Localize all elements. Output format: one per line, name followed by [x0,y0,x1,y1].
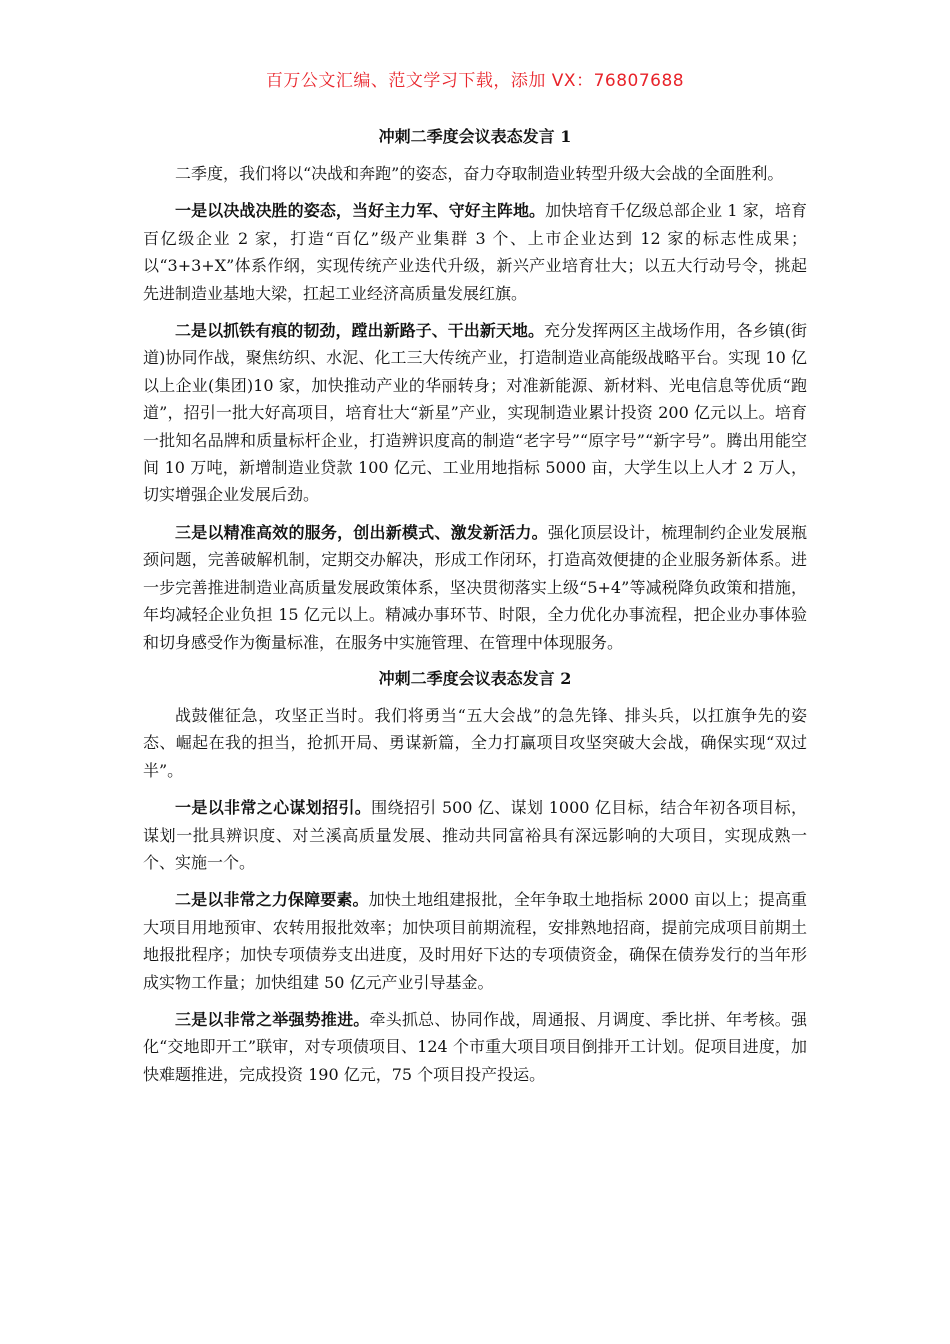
point-body: 牵头抓总、协同作战，周通报、月调度、季比拼、年考核。强化“交地即开工”联审，对专项债项目、124 个市重大项目项目倒排开工计划。促项目进度，加快难题推进，完成投资 190 亿元，75 个项目投产投运。 [143,1009,807,1084]
speech-2-point-1 [143,794,807,876]
speech-2-intro: 战鼓催征急，攻坚正当时。我们将勇当“五大会战”的急先锋、排头兵，以扛旗争先的姿态、崛起在我的担当，抢抓开局、勇谋新篇，全力打赢项目攻坚突破大会战，确保实现“双过半”。 [143,705,807,780]
document-body [143,124,807,1098]
point-body: 强化顶层设计，梳理制约企业发展瓶颈问题，完善破解机制，定期交办解决，形成工作闭环，打造高效便捷的企业服务新体系。进一步完善推进制造业高质量发展政策体系，坚决贯彻落实上级“5+4”等减税降负政策和措施，年均减轻企业负担 15 亿元以上。精减办事环节、时限，全力优化办事流程，把企业办事体验和切身感受作为衡量标准，在服务中实施管理、在管理中体现服务。 [143,522,807,652]
speech-1-point-3 [143,519,807,656]
speech-2-point-2 [143,886,807,996]
point-body: 加快培育千亿级总部企业 1 家，培育百亿级企业 2 家，打造“百亿”级产业集群 3 个、上市企业达到 12 家的标志性成果；以“3+3+X”体系作纲，实现传统产业迭代升级，新兴产业培育壮大；以五大行动号令，挑起先进制造业基地大梁，扛起工业经济高质量发展红旗。 [143,201,807,303]
point-body: 围绕招引 500 亿、谋划 1000 亿目标，结合年初各项目标，谋划一批具辨识度、对兰溪高质量发展、推动共同富裕具有深远影响的大项目，实现成熟一个、实施一个。 [143,798,807,872]
point-lead: 二是以非常之力保障要素。 [175,890,369,910]
point-lead: 一是以决战决胜的姿态，当好主力军、守好主阵地。 [175,201,546,221]
point-lead: 一是以非常之心谋划招引。 [175,798,372,818]
speech-1-point-1 [143,197,807,307]
point-body: 充分发挥两区主战场作用，各乡镇(街道)协同作战，聚焦纺织、水泥、化工三大传统产业，打造制造业高能级战略平台。实现 10 亿以上企业(集团)10 家，加快推动产业的华丽转身；对准新能源、新材料、光电信息等优质“跑道”，招引一批大好高项目，培育壮大“新星”产业，实现制造业累计投资 200 亿元以上。培育一批知名品牌和质量标杆企业，打造辨识度高的制造“老字号”“原字号”“新字号”。腾出用能空间 10 万吨，新增制造业贷款 100 亿元、工业用地指标 5000 亩，大学生以上人才 2 万人，切实增强企业发展后劲。 [143,321,807,505]
promo-banner: 百万公文汇编、范文学习下载，添加 VX：76807688 [265,71,685,91]
point-body: 加快土地组建报批，全年争取土地指标 2000 亩以上；提高重大项目用地预审、农转用报批效率；加快项目前期流程，安排熟地招商，提前完成项目前期土地报批程序；加快专项债券支出进度，及时用好下达的专项债资金，确保在债券发行的当年形成实物工作量；加快组建 50 亿元产业引导基金。 [143,890,807,992]
point-lead: 三是以精准高效的服务，创出新模式、激发新活力。 [175,522,548,542]
speech-1-title: 冲刺二季度会议表态发言 1 [378,127,572,146]
point-lead: 三是以非常之举强势推进。 [175,1009,370,1029]
speech-2-title: 冲刺二季度会议表态发言 2 [378,668,572,688]
speech-1-intro: 二季度，我们将以“决战和奔跑”的姿态，奋力夺取制造业转型升级大会战的全面胜利。 [175,164,784,183]
speech-1-point-2 [143,317,807,509]
speech-2-point-3 [143,1006,807,1088]
point-lead: 二是以抓铁有痕的韧劲，蹚出新路子、干出新天地。 [175,321,545,341]
